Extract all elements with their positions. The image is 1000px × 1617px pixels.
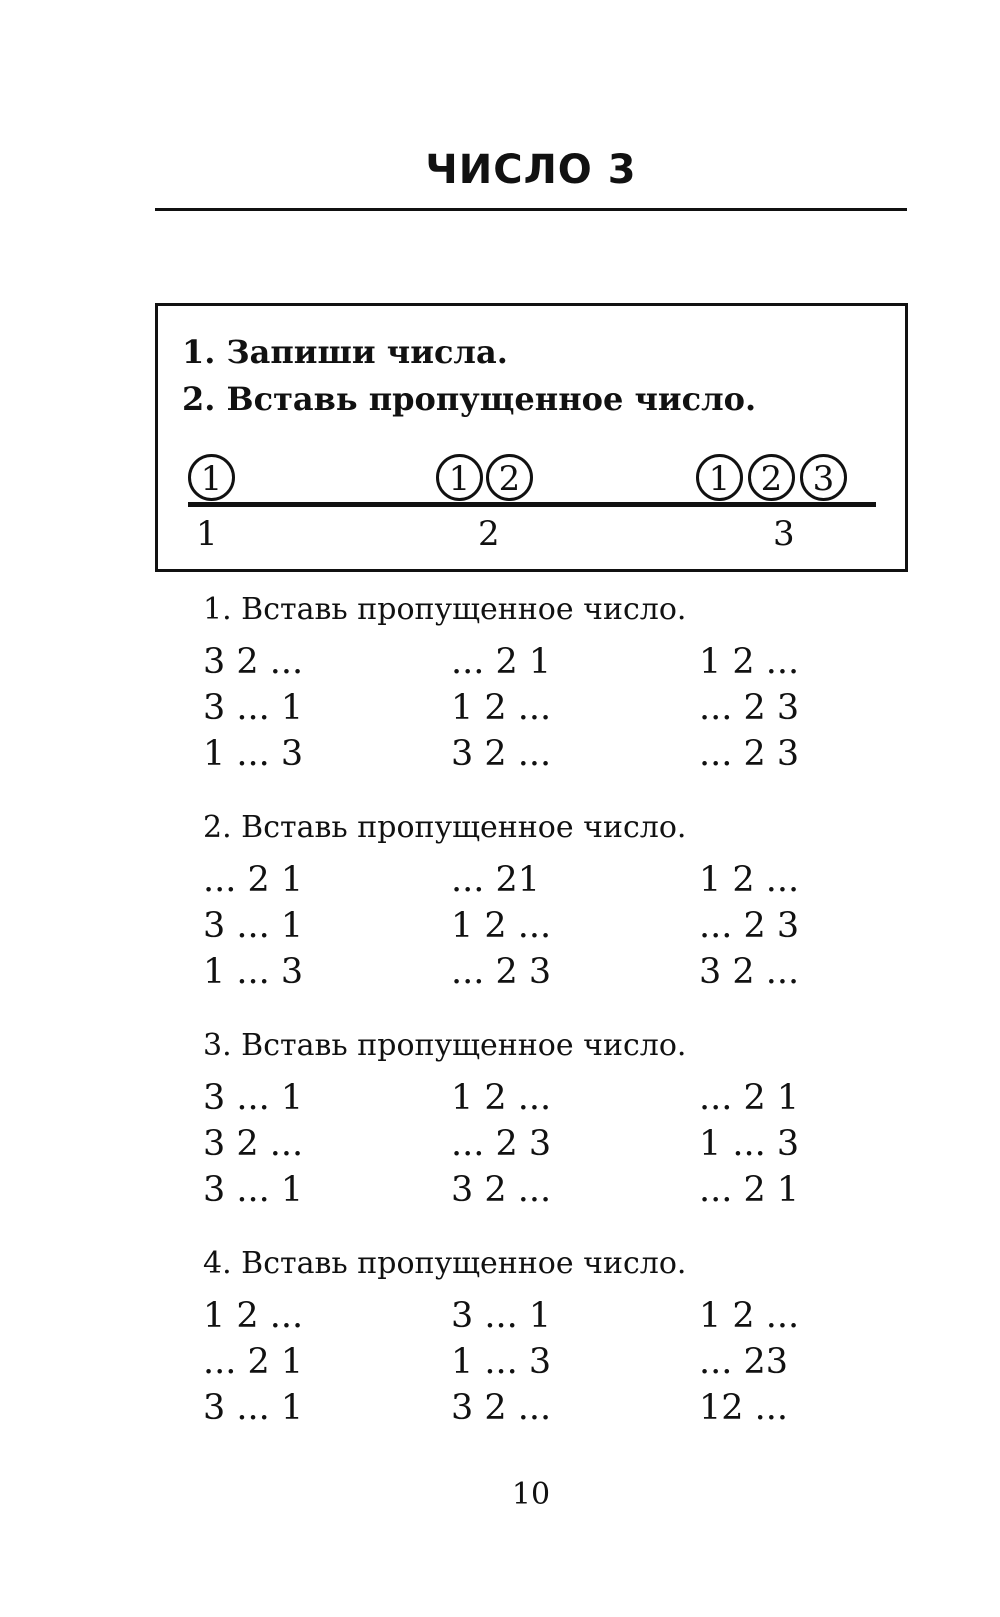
counter-circle: 2 <box>748 454 795 501</box>
page-title: ЧИСЛО 3 <box>425 147 637 193</box>
sequence-cell: 3 2 ... <box>451 734 552 774</box>
exercise-heading: 2. Вставь пропущенное число. <box>203 810 687 845</box>
sequence-cell: 3 ... 1 <box>203 1388 304 1428</box>
sequence-cell: ... 23 <box>699 1342 789 1382</box>
sequence-cell: 1 2 ... <box>699 860 800 900</box>
counter-circle: 3 <box>800 454 847 501</box>
sequence-cell: ... 2 3 <box>699 906 800 946</box>
sequence-cell: 1 ... 3 <box>451 1342 552 1382</box>
sequence-cell: ... 2 1 <box>699 1078 800 1118</box>
number-line-label: 1 <box>196 514 218 554</box>
sequence-cell: ... 2 1 <box>203 1342 304 1382</box>
sequence-cell: 1 2 ... <box>699 642 800 682</box>
sequence-cell: ... 2 1 <box>451 642 552 682</box>
sequence-cell: 1 2 ... <box>451 1078 552 1118</box>
sequence-cell: 1 2 ... <box>699 1296 800 1336</box>
sequence-cell: 1 2 ... <box>203 1296 304 1336</box>
sequence-cell: 1 ... 3 <box>699 1124 800 1164</box>
number-line-label: 3 <box>773 514 795 554</box>
sequence-cell: 1 2 ... <box>451 688 552 728</box>
sequence-cell: 3 2 ... <box>203 1124 304 1164</box>
rule-box <box>155 303 908 572</box>
sequence-cell: ... 2 1 <box>699 1170 800 1210</box>
sequence-cell: 1 ... 3 <box>203 952 304 992</box>
sequence-cell: ... 2 3 <box>699 688 800 728</box>
page-number: 10 <box>511 1477 551 1512</box>
sequence-cell: ... 2 3 <box>451 952 552 992</box>
counter-circle: 1 <box>696 454 743 501</box>
sequence-cell: 1 2 ... <box>451 906 552 946</box>
counter-circle: 1 <box>436 454 483 501</box>
sequence-cell: 3 ... 1 <box>203 688 304 728</box>
number-line-label: 2 <box>478 514 500 554</box>
sequence-cell: 3 ... 1 <box>203 1078 304 1118</box>
exercise-heading: 3. Вставь пропущенное число. <box>203 1028 687 1063</box>
sequence-cell: 3 2 ... <box>451 1388 552 1428</box>
counter-circle: 1 <box>188 454 235 501</box>
sequence-cell: 3 ... 1 <box>203 906 304 946</box>
sequence-cell: ... 2 1 <box>203 860 304 900</box>
title-underline <box>155 208 907 211</box>
sequence-cell: 3 2 ... <box>699 952 800 992</box>
sequence-cell: ... 2 3 <box>699 734 800 774</box>
sequence-cell: ... 21 <box>451 860 541 900</box>
sequence-cell: 3 ... 1 <box>203 1170 304 1210</box>
exercise-heading: 1. Вставь пропущенное число. <box>203 592 687 627</box>
sequence-cell: 3 2 ... <box>451 1170 552 1210</box>
exercise-heading: 4. Вставь пропущенное число. <box>203 1246 687 1281</box>
rule-line-2: 2. Вставь пропущенное число. <box>182 380 757 418</box>
sequence-cell: 3 ... 1 <box>451 1296 552 1336</box>
sequence-cell: ... 2 3 <box>451 1124 552 1164</box>
number-line <box>188 502 876 507</box>
counter-circle: 2 <box>486 454 533 501</box>
sequence-cell: 1 ... 3 <box>203 734 304 774</box>
sequence-cell: 3 2 ... <box>203 642 304 682</box>
rule-line-1: 1. Запиши числа. <box>182 333 508 371</box>
sequence-cell: 12 ... <box>699 1388 789 1428</box>
